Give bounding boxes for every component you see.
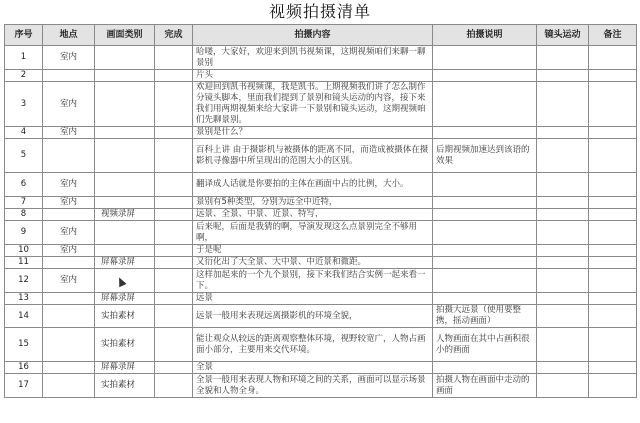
- cell-no[interactable]: 12: [5, 269, 43, 293]
- cell-location[interactable]: 室内: [43, 173, 95, 197]
- cell-shot-type[interactable]: 屏幕录屏: [95, 293, 155, 305]
- cell-motion[interactable]: [537, 46, 589, 70]
- cell-done[interactable]: [155, 70, 193, 82]
- cell-motion[interactable]: [537, 139, 589, 173]
- cell-no[interactable]: 5: [5, 139, 43, 173]
- cell-motion[interactable]: [537, 70, 589, 82]
- cell-motion[interactable]: [537, 245, 589, 257]
- cell-note[interactable]: [433, 257, 537, 269]
- cell-content[interactable]: 百科上讲 由于摄影机与被摄体的距离不同，而造成被摄体在摄影机寻像器中所呈现出的范围大小的区别。: [193, 139, 433, 173]
- cell-shot-type[interactable]: [95, 197, 155, 209]
- cell-shot-type[interactable]: 屏幕录屏: [95, 257, 155, 269]
- cell-no[interactable]: 10: [5, 245, 43, 257]
- header-cell-content[interactable]: 拍摄内容: [193, 25, 433, 46]
- cell-content[interactable]: 后来呢，后面是我猜的啊，导演发现这么点景别完全不够用啊，: [193, 221, 433, 245]
- cell-content[interactable]: 全景一般用来表现人物和环境之间的关系，画面可以显示场景全貌和人物全身。: [193, 374, 433, 398]
- cell-motion[interactable]: [537, 197, 589, 209]
- cell-location[interactable]: [43, 362, 95, 374]
- cell-shot-type[interactable]: [95, 139, 155, 173]
- table-row: [5, 173, 637, 197]
- cell-no[interactable]: 16: [5, 362, 43, 374]
- cell-remark[interactable]: [589, 221, 637, 245]
- cell-content[interactable]: 又衍化出了大全景、大中景、中近景和微距。: [193, 257, 433, 269]
- sheet-title: 视频拍摄清单: [268, 2, 371, 21]
- cell-content[interactable]: 全景: [193, 362, 433, 374]
- cell-done[interactable]: [155, 139, 193, 173]
- cell-no[interactable]: 4: [5, 127, 43, 139]
- cell-location[interactable]: 室内: [43, 82, 95, 127]
- cell-remark[interactable]: [589, 82, 637, 127]
- cell-note[interactable]: [433, 209, 537, 221]
- cell-note[interactable]: [433, 293, 537, 305]
- cell-location[interactable]: [43, 374, 95, 398]
- cell-shot-type[interactable]: [95, 70, 155, 82]
- cell-motion[interactable]: [537, 362, 589, 374]
- cell-motion[interactable]: [537, 269, 589, 293]
- cell-shot-type[interactable]: 实拍素材: [95, 305, 155, 328]
- cell-done[interactable]: [155, 328, 193, 362]
- cell-motion[interactable]: [537, 221, 589, 245]
- cell-location[interactable]: 室内: [43, 46, 95, 70]
- cell-content[interactable]: 于是呢: [193, 245, 433, 257]
- cell-done[interactable]: [155, 245, 193, 257]
- cell-content[interactable]: 远景: [193, 293, 433, 305]
- cell-done[interactable]: [155, 127, 193, 139]
- cell-no[interactable]: 17: [5, 374, 43, 398]
- cell-remark[interactable]: [589, 328, 637, 362]
- cell-location[interactable]: 室内: [43, 127, 95, 139]
- cell-motion[interactable]: [537, 305, 589, 328]
- cell-note[interactable]: [433, 46, 537, 70]
- cell-remark[interactable]: [589, 269, 637, 293]
- cell-shot-type[interactable]: 屏幕录屏: [95, 362, 155, 374]
- table-row: [5, 70, 637, 82]
- cell-shot-type[interactable]: [95, 173, 155, 197]
- header-cell-remark[interactable]: 备注: [589, 25, 637, 46]
- cell-content[interactable]: 这样加起来的一个九个景别，接下来我们结合实例一起来看一下。: [193, 269, 433, 293]
- cell-remark[interactable]: [589, 257, 637, 269]
- cell-remark[interactable]: [589, 173, 637, 197]
- cell-done[interactable]: [155, 374, 193, 398]
- cell-content[interactable]: 景别是什么？: [193, 127, 433, 139]
- cell-shot-type[interactable]: [95, 127, 155, 139]
- header-cell-done[interactable]: 完成: [155, 25, 193, 46]
- cell-note[interactable]: 后期视频加速达到该语的效果: [433, 139, 537, 173]
- cell-note[interactable]: [433, 173, 537, 197]
- cell-note[interactable]: [433, 221, 537, 245]
- table-row: [5, 362, 637, 374]
- cell-no[interactable]: 9: [5, 221, 43, 245]
- cell-location[interactable]: [43, 305, 95, 328]
- table-row: [5, 221, 637, 245]
- cell-shot-type[interactable]: 视频录屏: [95, 209, 155, 221]
- cell-content[interactable]: 景别有5种类型，分别为远全中近特，: [193, 197, 433, 209]
- cell-no[interactable]: 15: [5, 328, 43, 362]
- shot-list-table: [4, 24, 637, 398]
- cell-content[interactable]: 能让观众从较远的距离观察整体环境，视野较宽广，人物占画面小部分，主要用来交代环境。: [193, 328, 433, 362]
- cell-content[interactable]: 翻译成人话就是你要拍的主体在画面中占的比例，大小。: [193, 173, 433, 197]
- cell-remark[interactable]: [589, 245, 637, 257]
- cell-done[interactable]: [155, 173, 193, 197]
- cell-location[interactable]: 室内: [43, 245, 95, 257]
- cell-content[interactable]: 片头: [193, 70, 433, 82]
- cell-location[interactable]: [43, 257, 95, 269]
- table-row: [5, 197, 637, 209]
- cell-shot-type[interactable]: [95, 82, 155, 127]
- cell-remark[interactable]: [589, 305, 637, 328]
- cell-shot-type[interactable]: [95, 46, 155, 70]
- cell-no[interactable]: 11: [5, 257, 43, 269]
- cell-remark[interactable]: [589, 362, 637, 374]
- cell-no[interactable]: 1: [5, 46, 43, 70]
- cell-note[interactable]: [433, 70, 537, 82]
- table-row: [5, 257, 637, 269]
- table-row: [5, 328, 637, 362]
- table-row: [5, 269, 637, 293]
- header-cell-note[interactable]: 拍摄说明: [433, 25, 537, 46]
- cell-motion[interactable]: [537, 374, 589, 398]
- cell-remark[interactable]: [589, 209, 637, 221]
- cell-note[interactable]: 拍摄人物在画面中走动的画面: [433, 374, 537, 398]
- cell-location[interactable]: [43, 328, 95, 362]
- cell-content[interactable]: 哈喽，大家好，欢迎来到凯书视频课，这期视频咱们来聊一聊景别: [193, 46, 433, 70]
- cell-remark[interactable]: [589, 293, 637, 305]
- cell-content[interactable]: 欢迎回到凯书视频课，我是凯书。上期视频我们讲了怎么制作分镜头脚本，里面我们提到了景别和镜头运动的内容，接下来我们用两期视频来给大家讲一下景别和镜头运动，这期视频咱们先聊景别。: [193, 82, 433, 127]
- table-row: [5, 305, 637, 328]
- header-cell-location[interactable]: 地点: [43, 25, 95, 46]
- cell-done[interactable]: [155, 362, 193, 374]
- cell-content[interactable]: 远景一般用来表现远离摄影机的环境全貌，: [193, 305, 433, 328]
- cell-done[interactable]: [155, 293, 193, 305]
- table-row: [5, 374, 637, 398]
- header-row: [5, 25, 637, 46]
- cell-done[interactable]: [155, 209, 193, 221]
- cell-done[interactable]: [155, 221, 193, 245]
- cell-remark[interactable]: [589, 374, 637, 398]
- cell-no[interactable]: 3: [5, 82, 43, 127]
- table-row: [5, 46, 637, 70]
- cell-location[interactable]: 室内: [43, 269, 95, 293]
- cell-shot-type[interactable]: [95, 245, 155, 257]
- cell-motion[interactable]: [537, 173, 589, 197]
- cell-motion[interactable]: [537, 293, 589, 305]
- header-cell-no[interactable]: 序号: [5, 25, 43, 46]
- header-cell-shot-type[interactable]: 画面类别: [95, 25, 155, 46]
- cell-remark[interactable]: [589, 127, 637, 139]
- cell-done[interactable]: [155, 82, 193, 127]
- cell-content[interactable]: 远景、全景、中景、近景、特写，: [193, 209, 433, 221]
- cell-shot-type[interactable]: [95, 221, 155, 245]
- cell-note[interactable]: [433, 269, 537, 293]
- cell-remark[interactable]: [589, 70, 637, 82]
- cell-done[interactable]: [155, 305, 193, 328]
- cell-no[interactable]: 2: [5, 70, 43, 82]
- cell-done[interactable]: [155, 269, 193, 293]
- cell-motion[interactable]: [537, 82, 589, 127]
- cell-motion[interactable]: [537, 127, 589, 139]
- cell-motion[interactable]: [537, 328, 589, 362]
- table-row: [5, 245, 637, 257]
- cell-remark[interactable]: [589, 139, 637, 173]
- cell-remark[interactable]: [589, 46, 637, 70]
- cell-note[interactable]: [433, 197, 537, 209]
- cell-no[interactable]: 13: [5, 293, 43, 305]
- cell-remark[interactable]: [589, 197, 637, 209]
- cell-note[interactable]: [433, 82, 537, 127]
- cell-note[interactable]: [433, 127, 537, 139]
- cell-location[interactable]: [43, 209, 95, 221]
- cell-location[interactable]: 室内: [43, 197, 95, 209]
- cell-location[interactable]: [43, 139, 95, 173]
- cell-note[interactable]: 人物画面在其中占画积很小的画面: [433, 328, 537, 362]
- header-cell-motion[interactable]: 镜头运动: [537, 25, 589, 46]
- cell-location[interactable]: [43, 293, 95, 305]
- cell-shot-type[interactable]: 实拍素材: [95, 328, 155, 362]
- cell-motion[interactable]: [537, 257, 589, 269]
- cell-shot-type[interactable]: 实拍素材: [95, 374, 155, 398]
- cell-done[interactable]: [155, 257, 193, 269]
- cell-location[interactable]: 室内: [43, 221, 95, 245]
- cell-note[interactable]: 拍摄大远景（使用要整携，摇动画面）: [433, 305, 537, 328]
- cell-done[interactable]: [155, 197, 193, 209]
- cell-no[interactable]: 7: [5, 197, 43, 209]
- table-row: [5, 82, 637, 127]
- cell-no[interactable]: 6: [5, 173, 43, 197]
- cell-no[interactable]: 14: [5, 305, 43, 328]
- table-row: [5, 139, 637, 173]
- table-row: [5, 293, 637, 305]
- cell-location[interactable]: [43, 70, 95, 82]
- table-row: [5, 209, 637, 221]
- cell-no[interactable]: 8: [5, 209, 43, 221]
- cell-motion[interactable]: [537, 209, 589, 221]
- cell-note[interactable]: [433, 362, 537, 374]
- table-row: [5, 127, 637, 139]
- cell-note[interactable]: [433, 245, 537, 257]
- cell-done[interactable]: [155, 46, 193, 70]
